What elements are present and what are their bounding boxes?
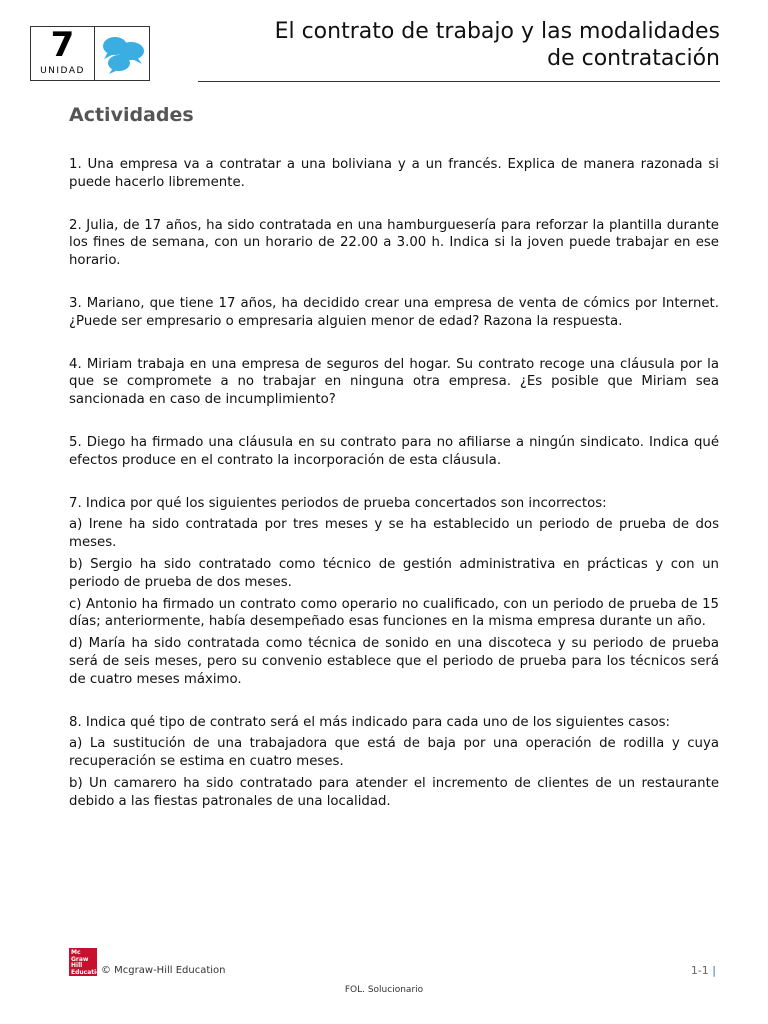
- section-title: Actividades: [69, 104, 194, 126]
- header-divider: [198, 81, 720, 82]
- question-3: 3. Mariano, que tiene 17 años, ha decidido crear una empresa de venta de cómics por Internet. ¿Puede ser empresario o empresaria alguien menor de edad? Razona la respuesta.: [69, 295, 719, 329]
- unit-label: UNIDAD: [40, 66, 85, 76]
- footer-copyright: © Mcgraw-Hill Education: [101, 965, 226, 976]
- question-7a: a) Irene ha sido contratada por tres meses y se ha establecido un periodo de prueba de dos meses.: [69, 517, 719, 551]
- question-5: 5. Diego ha firmado una cláusula en su contrato para no afiliarse a ningún sindicato. Indica qué efectos produce en el contrato la incorporación de esta cláusula.: [69, 434, 719, 468]
- question-1: 1. Una empresa va a contratar a una boliviana y a un francés. Explica de manera razonada si puede hacerlo libremente.: [69, 157, 719, 190]
- unit-badge: [30, 26, 150, 81]
- footer-book-title: FOL. Solucionario: [344, 985, 424, 995]
- question-8: 8. Indica qué tipo de contrato será el más indicado para cada uno de los siguientes casos:: [69, 714, 671, 730]
- question-4: 4. Miriam trabaja en una empresa de seguros del hogar. Su contrato recoge una cláusula por la que se compromete a no trabajar en ninguna otra empresa. ¿Es posible que Miriam sea sancionada en caso de incumplimiento?: [69, 356, 719, 408]
- question-7: 7. Indica por qué los siguientes periodos de prueba concertados son incorrectos:: [69, 495, 607, 511]
- question-8a: a) La sustitución de una trabajadora que está de baja por una operación de rodilla y cuya recuperación se estima en cuatro meses.: [69, 736, 719, 770]
- question-7d: d) María ha sido contratada como técnica de sonido en una discoteca y su periodo de prueba será de seis meses, pero su convenio establece que el periodo de prueba para los técnicos será de cuatro meses máximo.: [69, 636, 719, 687]
- page-title-line1: El contrato de trabajo y las modalidades: [274, 19, 720, 44]
- page-title: [160, 18, 720, 72]
- question-8b: b) Un camarero ha sido contratado para atender el incremento de clientes de un restaurante debido a las fiestas patronales de una localidad.: [69, 775, 719, 809]
- unit-number: 7: [50, 25, 75, 65]
- page-title-line2: de contratación: [547, 46, 720, 71]
- page-number-bar: |: [712, 964, 716, 977]
- speech-bubbles-icon: [95, 27, 149, 80]
- question-2: 2. Julia, de 17 años, ha sido contratada en una hamburguesería para reforzar la plantilla durante los fines de semana, con un horario de 22.00 a 3.00 h. Indica si la joven puede trabajar en ese horario.: [69, 217, 719, 269]
- page-number: [691, 964, 716, 977]
- activities-list: [69, 156, 719, 811]
- publisher-logo: Mc Graw Hill Education: [71, 949, 105, 976]
- question-7b: b) Sergio ha sido contratado como técnico de gestión administrativa en prácticas y con un periodo de prueba de dos meses.: [69, 556, 719, 590]
- page-number-value: 1-1: [690, 964, 709, 977]
- question-7c: c) Antonio ha firmado un contrato como operario no cualificado, con un periodo de prueba de 15 días; anteriormente, había desempeñado esas funciones en la misma empresa durante un año.: [69, 596, 719, 630]
- unit-number-cell: [31, 27, 95, 80]
